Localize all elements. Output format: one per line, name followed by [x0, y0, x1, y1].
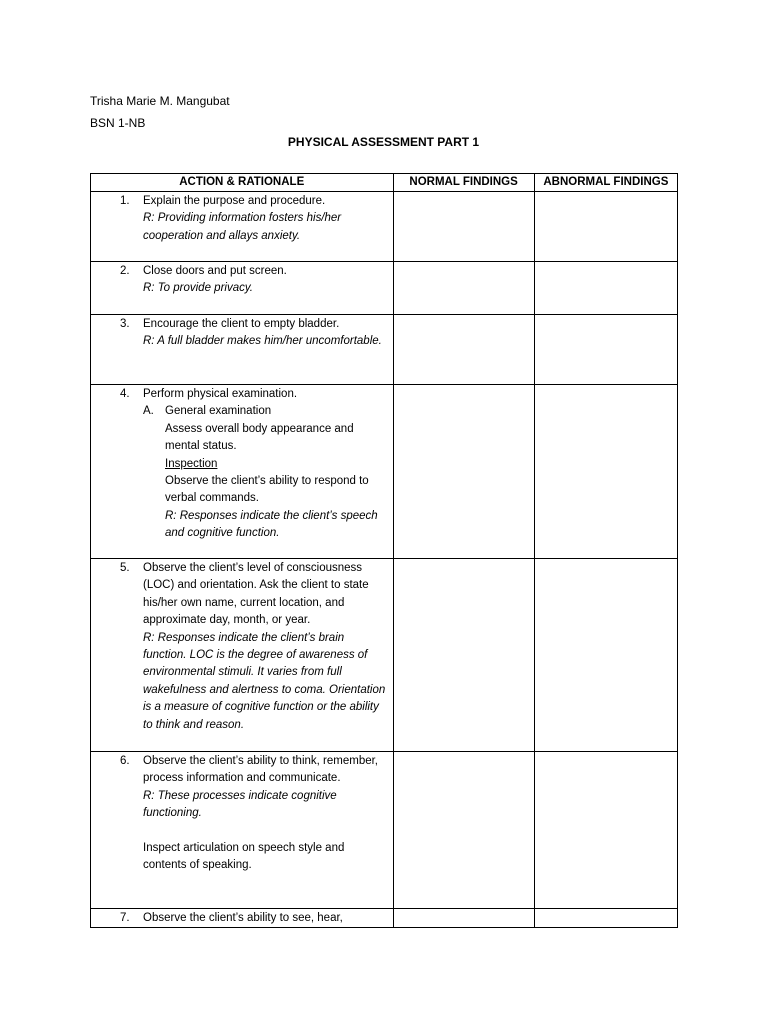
abnormal-findings-cell[interactable] — [534, 315, 677, 385]
step-number: 5. — [120, 562, 130, 574]
step-action: Observe the client’s ability to think, remember, process information and communicate. — [143, 755, 379, 785]
step-rationale: R: Responses indicate the client’s brain function. LOC is the degree of awareness of environmental stimuli. It varies from full wakefulness and alertness to coma. Orientation is a measure of cognitive function or the ability to think and reason. — [143, 631, 386, 731]
document-title: PHYSICAL ASSESSMENT PART 1 — [287, 135, 480, 149]
abnormal-findings-cell[interactable] — [534, 752, 677, 909]
assessment-table — [90, 173, 678, 928]
normal-findings-cell[interactable] — [393, 559, 534, 752]
action-cell — [91, 315, 394, 385]
step-rationale: R: Responses indicate the client’s speech and cognitive function. — [165, 509, 378, 540]
abnormal-findings-cell[interactable] — [534, 262, 677, 315]
column-header-normal: NORMAL FINDINGS — [393, 174, 534, 192]
action-cell — [91, 262, 394, 315]
normal-findings-cell[interactable] — [393, 752, 534, 909]
table-row — [91, 192, 678, 262]
abnormal-findings-cell[interactable] — [534, 909, 677, 928]
normal-findings-cell[interactable] — [393, 262, 534, 315]
table-row — [91, 385, 678, 559]
action-cell — [91, 192, 394, 262]
step-number: 2. — [120, 265, 130, 277]
action-cell — [91, 909, 394, 928]
table-row — [91, 559, 678, 752]
step-rationale: R: These processes indicate cognitive functioning. — [143, 789, 337, 820]
abnormal-findings-cell[interactable] — [534, 385, 677, 559]
table-row — [91, 752, 678, 909]
action-cell — [91, 752, 394, 909]
step-action: Explain the purpose and procedure. — [143, 195, 326, 207]
step-number: 6. — [120, 755, 130, 767]
step-number: 3. — [120, 318, 130, 330]
step-extra: Inspect articulation on speech style and contents of speaking. — [143, 841, 345, 872]
step-number: 7. — [120, 912, 130, 924]
table-row — [91, 262, 678, 315]
action-cell — [91, 385, 394, 559]
step-action: Observe the client’s level of consciousness (LOC) and orientation. Ask the client to state his/her own name, current location, and approximate day, month, or year. — [143, 562, 369, 627]
sub-step-heading: Inspection — [165, 457, 218, 470]
step-rationale: R: To provide privacy. — [143, 282, 253, 295]
normal-findings-cell[interactable] — [393, 385, 534, 559]
step-action: Observe the client’s ability to see, hear, — [143, 912, 343, 924]
table-row — [91, 315, 678, 385]
abnormal-findings-cell[interactable] — [534, 192, 677, 262]
sub-step-text-2: Observe the client’s ability to respond to verbal commands. — [165, 475, 369, 505]
normal-findings-cell[interactable] — [393, 192, 534, 262]
student-section: BSN 1-NB — [90, 116, 146, 130]
step-action: Close doors and put screen. — [143, 265, 287, 277]
step-action: Perform physical examination. — [143, 388, 298, 400]
sub-step-title: General examination — [165, 405, 272, 418]
step-number: 1. — [120, 195, 130, 207]
table-row — [91, 909, 678, 928]
sub-step-text: Assess overall body appearance and mental status. — [165, 422, 354, 453]
normal-findings-cell[interactable] — [393, 315, 534, 385]
step-number: 4. — [120, 388, 130, 400]
step-rationale: R: A full bladder makes him/her uncomfortable. — [143, 335, 382, 348]
column-header-action: ACTION & RATIONALE — [91, 174, 394, 192]
normal-findings-cell[interactable] — [393, 909, 534, 928]
student-name: Trisha Marie M. Mangubat — [90, 94, 230, 108]
spacer — [143, 823, 387, 840]
abnormal-findings-cell[interactable] — [534, 559, 677, 752]
step-action: Encourage the client to empty bladder. — [143, 318, 340, 330]
column-header-abnormal: ABNORMAL FINDINGS — [534, 174, 677, 192]
sub-step — [143, 403, 387, 420]
sub-step-letter: A. — [143, 405, 154, 418]
step-rationale: R: Providing information fosters his/her cooperation and allays anxiety. — [143, 212, 342, 242]
action-cell — [91, 559, 394, 752]
table-header-row — [91, 174, 678, 192]
